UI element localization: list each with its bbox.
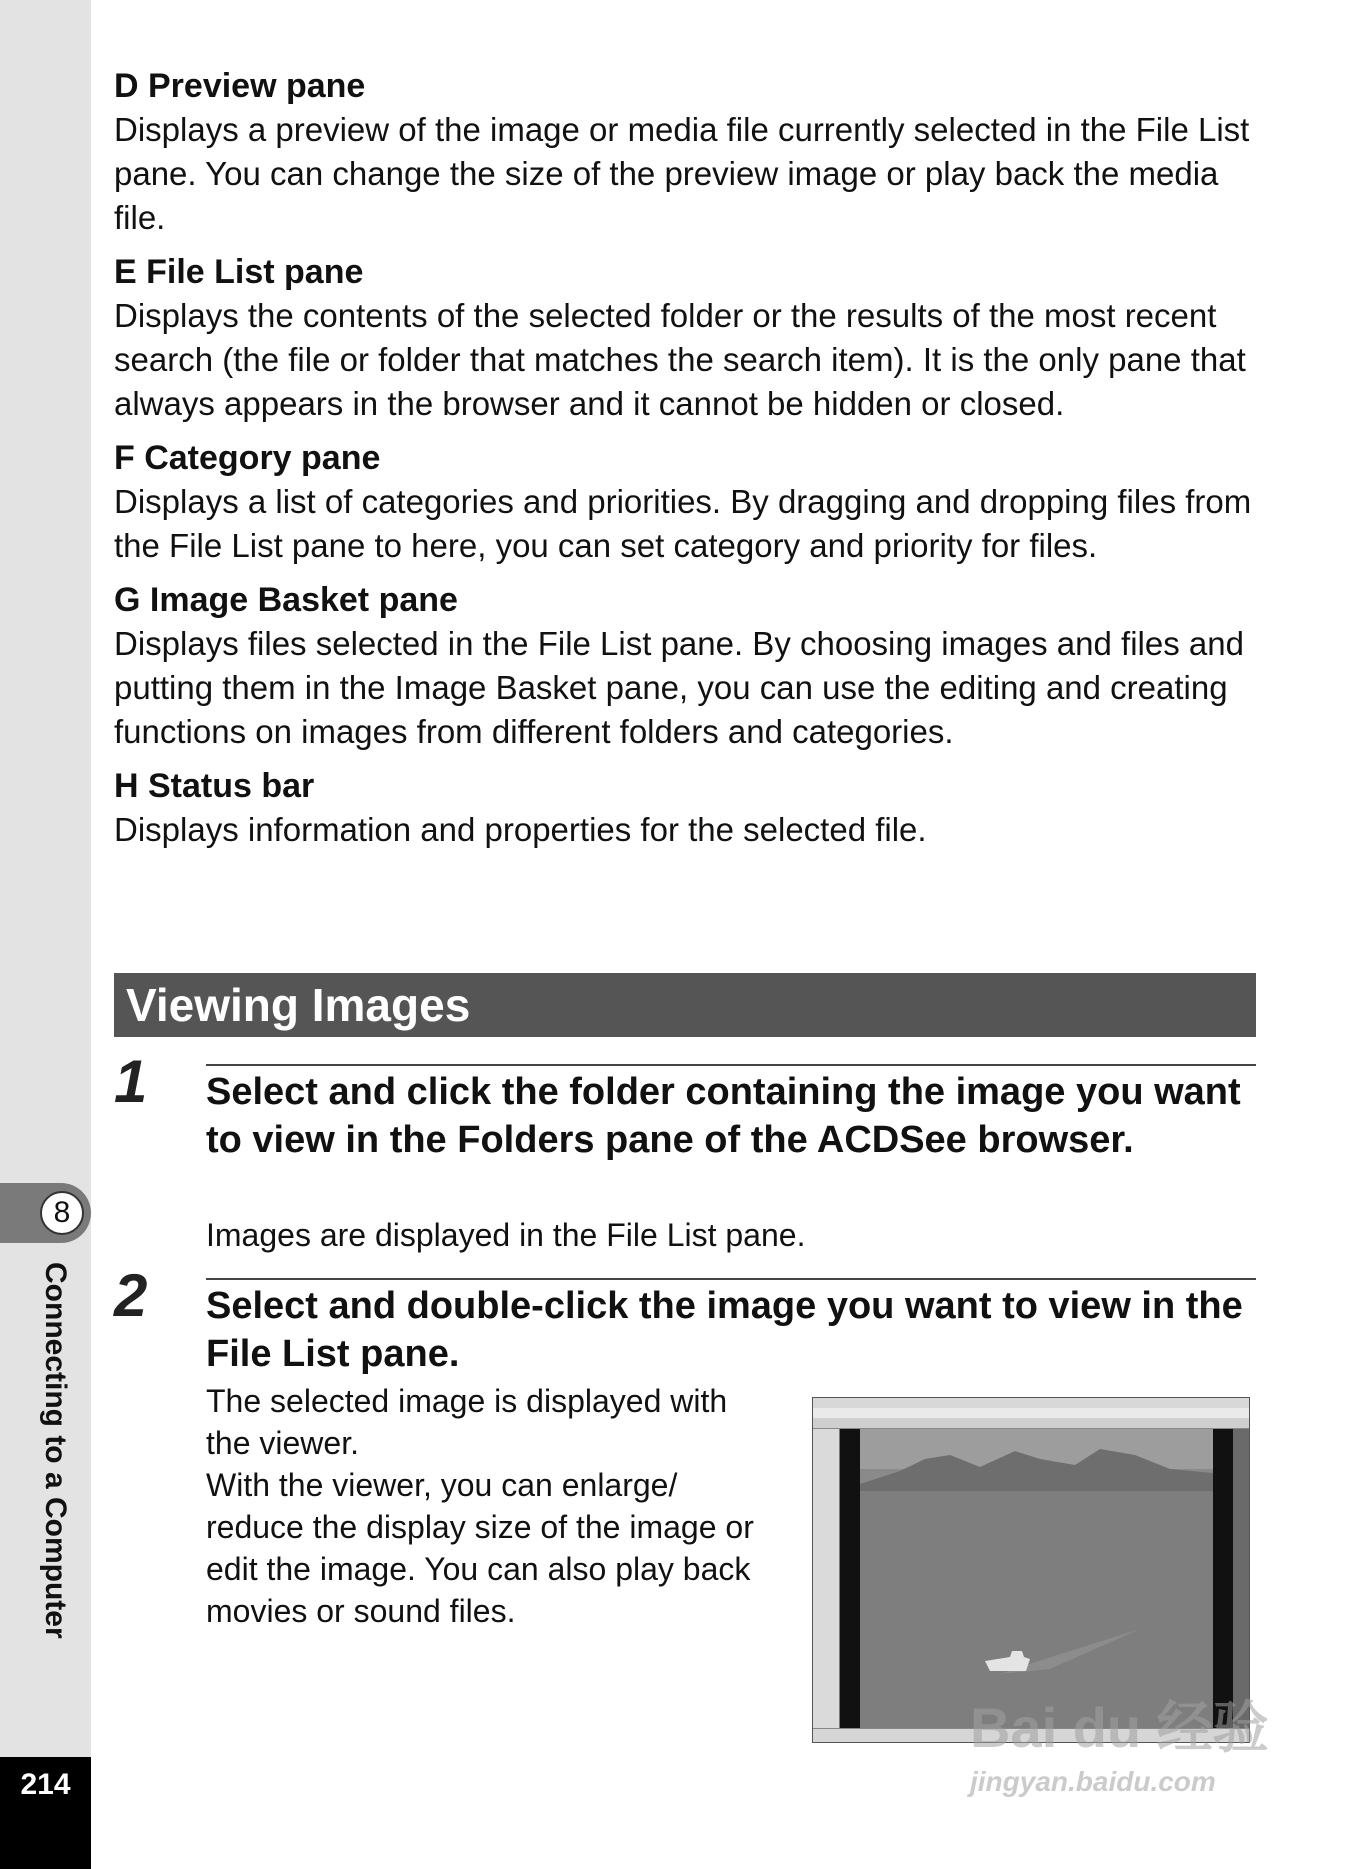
step-text-line: With the viewer, you can enlarge/ — [206, 1467, 678, 1503]
step-number: 1 — [114, 1048, 148, 1115]
definition-description: Displays a list of categories and priorities. By dragging and dropping files from the File List pane to here, you can set category and priority for files. — [114, 483, 1252, 564]
definition-term: F Category pane — [114, 439, 381, 477]
definition-item — [114, 578, 1256, 754]
definition-item — [114, 250, 1256, 426]
step-heading: Select and double-click the image you want to view in the File List pane. — [206, 1285, 1243, 1375]
definition-term: E File List pane — [114, 253, 364, 291]
watermark — [970, 1696, 1269, 1797]
definition-description: Displays files selected in the File List pane. By choosing images and files and putting them in the Image Basket pane, you can use the editing and creating functions on images from different folders and categories. — [114, 625, 1244, 750]
step-text-line: The selected image is displayed with — [206, 1383, 728, 1419]
screenshot-tool-palette — [813, 1429, 840, 1729]
definition-description: Displays information and properties for the selected file. — [114, 811, 927, 848]
step-text-line: edit the image. You can also play back — [206, 1551, 751, 1587]
screenshot-canvas — [840, 1429, 1233, 1729]
definition-term: G Image Basket pane — [114, 581, 458, 619]
viewer-screenshot — [812, 1397, 1250, 1743]
definitions-list — [114, 64, 1256, 862]
step-heading: Select and click the folder containing the image you want to view in the Folders pane of the ACDSee browser. — [206, 1071, 1241, 1161]
page-number: 214 — [20, 1768, 71, 1801]
watermark-logo: Bai du 经验 — [970, 1696, 1269, 1759]
definition-description: Displays a preview of the image or media file currently selected in the File List pane. You can change the size of the preview image or play back the media file. — [114, 111, 1250, 236]
step-divider — [206, 1278, 1256, 1280]
definition-description: Displays the contents of the selected folder or the results of the most recent search (the file or folder that matches the search item). It is the only pane that always appears in the browser and it cannot be hidden or closed. — [114, 297, 1246, 422]
screenshot-toolbar — [813, 1418, 1249, 1429]
step-number: 2 — [114, 1262, 148, 1329]
section-title: Viewing Images — [114, 973, 1256, 1037]
step-text-line: the viewer. — [206, 1425, 359, 1461]
definition-term: D Preview pane — [114, 67, 366, 105]
chapter-number: 8 — [40, 1191, 84, 1235]
chapter-title: Connecting to a Computer — [39, 1262, 72, 1639]
step-text-line: movies or sound files. — [206, 1593, 516, 1629]
definition-item — [114, 64, 1256, 240]
definition-term: H Status bar — [114, 767, 315, 805]
step-text — [206, 1380, 754, 1632]
step-text: Images are displayed in the File List pane. — [206, 1217, 806, 1253]
definition-item — [114, 764, 1256, 852]
landscape-photo — [840, 1429, 1233, 1729]
watermark-url: jingyan.baidu.com — [970, 1766, 1216, 1797]
definition-item — [114, 436, 1256, 568]
step-divider — [206, 1064, 1256, 1066]
screenshot-menubar — [813, 1408, 1249, 1418]
step-text-line: reduce the display size of the image or — [206, 1509, 754, 1545]
